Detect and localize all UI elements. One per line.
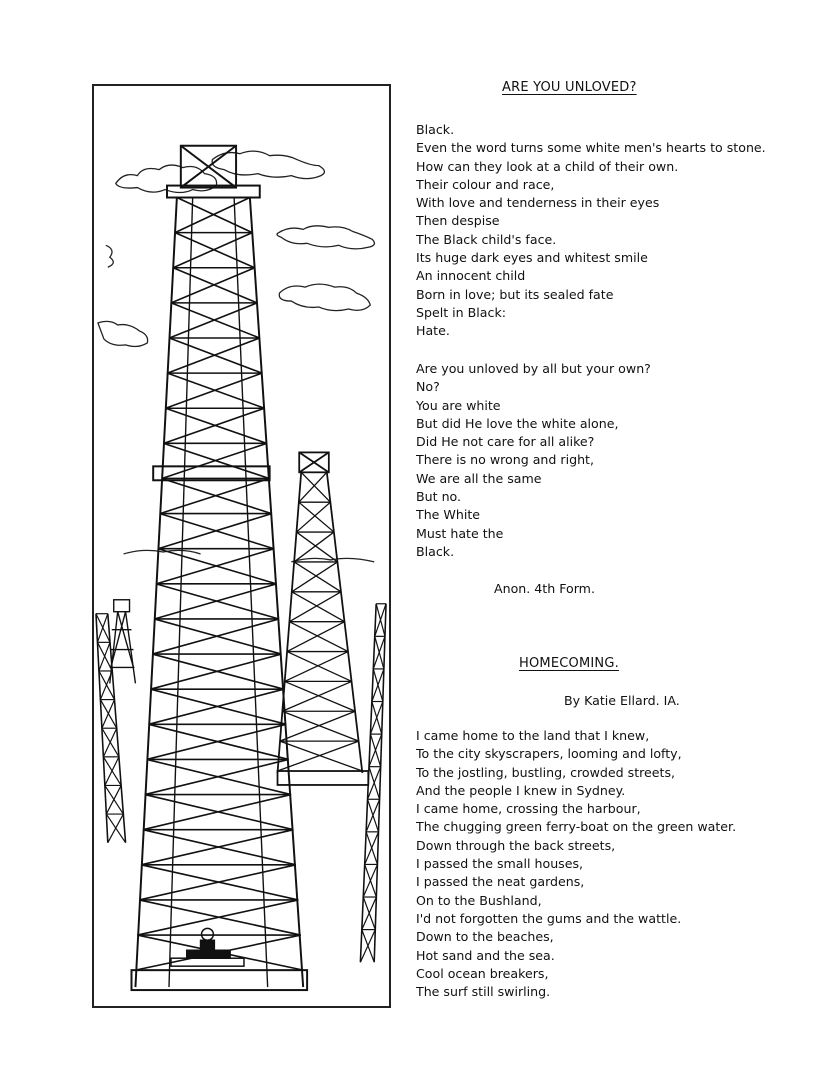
poem-line: Down through the back streets, xyxy=(416,837,616,853)
poem-credit: Anon. 4th Form. xyxy=(494,581,595,596)
poem-line: Black. xyxy=(416,543,455,559)
poem-line: To the city skyscrapers, looming and lofty, xyxy=(416,746,682,762)
poem-homecoming-lines xyxy=(416,727,736,1001)
poem-line: I passed the neat gardens, xyxy=(416,874,585,890)
poem-line: To the jostling, bustling, crowded streets, xyxy=(416,764,676,780)
poem-line: I came home, crossing the harbour, xyxy=(416,801,641,817)
poem-line: Spelt in Black: xyxy=(416,304,506,320)
poem-line: Then despise xyxy=(416,213,500,229)
poem-line: Are you unloved by all but your own? xyxy=(416,361,651,376)
poem-line: And the people I knew in Sydney. xyxy=(416,782,626,798)
poem-line: No? xyxy=(416,379,440,395)
poem-title-homecoming: HOMECOMING. xyxy=(519,656,619,671)
poem-byline: By Katie Ellard. IA. xyxy=(564,693,680,708)
poem-line: There is no wrong and right, xyxy=(416,452,595,468)
poem-line: Born in love; but its sealed fate xyxy=(416,286,614,302)
poem-line: How can they look at a child of their own. xyxy=(416,158,679,174)
poem-line: The Black child's face. xyxy=(416,231,557,247)
clouds xyxy=(98,151,375,562)
poem-line: On to the Bushland, xyxy=(416,892,542,908)
poem-line: Even the word turns some white men's hearts to stone. xyxy=(416,140,766,156)
poem-stanza-2 xyxy=(416,360,651,561)
poem-line: You are white xyxy=(416,397,501,413)
poem-line: But no. xyxy=(416,489,462,505)
oil-derrick-illustration xyxy=(92,84,391,1008)
poem-line: Hot sand and the sea. xyxy=(416,947,555,963)
poem-line: The chugging green ferry-boat on the green water. xyxy=(416,819,737,835)
main-derrick-tower xyxy=(131,146,307,990)
poem-title-are-you-unloved: ARE YOU UNLOVED? xyxy=(502,80,637,95)
distant-derrick-tower xyxy=(110,600,136,684)
poem-line: Did He not care for all alike? xyxy=(416,434,595,450)
poem-line: Their colour and race, xyxy=(416,176,555,192)
poem-line: Must hate the xyxy=(416,525,504,541)
poem-line: Cool ocean breakers, xyxy=(416,965,549,981)
poem-line: I came home to the land that I knew, xyxy=(416,728,650,743)
poem-line: The surf still swirling. xyxy=(416,984,551,1000)
poem-line: We are all the same xyxy=(416,470,542,486)
poem-line: I passed the small houses, xyxy=(416,856,584,872)
second-derrick-bracing xyxy=(278,472,363,771)
poem-line: An innocent child xyxy=(416,268,526,284)
poem-line: Down to the beaches, xyxy=(416,929,554,945)
poem-stanza-1 xyxy=(416,121,766,341)
poem-line: The White xyxy=(416,507,481,523)
poem-line: But did He love the white alone, xyxy=(416,415,619,431)
poem-line: I'd not forgotten the gums and the wattle. xyxy=(416,910,682,926)
poem-line: Its huge dark eyes and whitest smile xyxy=(416,250,648,266)
poem-line: Black. xyxy=(416,122,455,137)
derrick-drawing xyxy=(94,86,389,1006)
main-derrick-bracing xyxy=(135,198,303,971)
poem-line: Hate. xyxy=(416,323,450,339)
poem-line: With love and tenderness in their eyes xyxy=(416,195,660,211)
